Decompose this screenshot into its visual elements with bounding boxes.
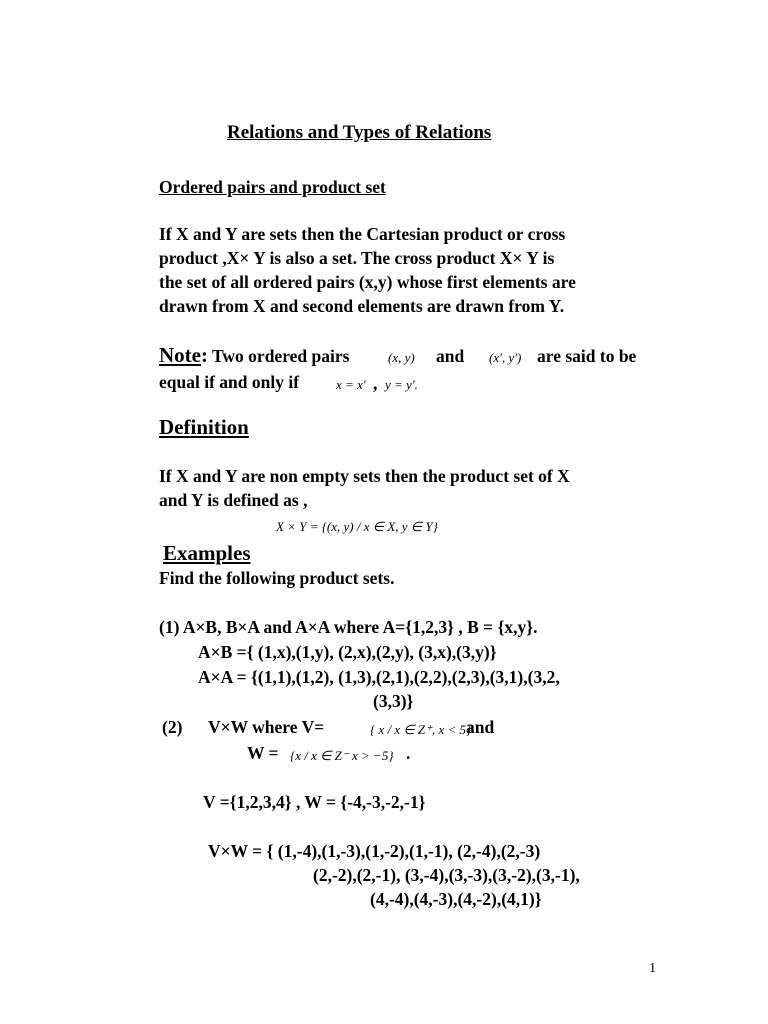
example-line: V×W = { (1,-4),(1,-3),(1,-2),(1,-1), (2,-4),(2,-3)	[208, 841, 541, 861]
paragraph-line: drawn from X and second elements are drawn from Y.	[159, 296, 565, 316]
example-line: V ={1,2,3,4} , W = {-4,-3,-2,-1}	[203, 792, 426, 812]
note-label: Note	[159, 343, 201, 367]
page-number: 1	[649, 961, 656, 976]
paragraph-line: the set of all ordered pairs (x,y) whose first elements are	[159, 272, 576, 292]
condition-y: y = y′.	[385, 377, 418, 392]
example-line: (3,3)}	[373, 691, 414, 711]
example-text: V×W where V=	[208, 717, 325, 737]
paragraph-line: product ,X× Y is also a set. The cross product X× Y is	[159, 248, 555, 268]
condition-comma: ,	[373, 373, 378, 393]
pair-xy: (x, y)	[388, 350, 415, 365]
example-line: (1) A×B, B×A and A×A where A={1,2,3} , B = {x,y}.	[159, 617, 538, 637]
paragraph-line: If X and Y are sets then the Cartesian product or cross	[159, 224, 566, 244]
example-line: (4,-4),(4,-3),(4,-2),(4,1)}	[370, 889, 542, 909]
section-heading-ordered-pairs: Ordered pairs and product set	[159, 177, 386, 197]
set-w: {x / x ∈ Z⁻ x > −5}	[290, 748, 394, 763]
w-dot: .	[406, 743, 411, 763]
examples-heading: Examples	[163, 541, 251, 565]
definition-line: and Y is defined as ,	[159, 490, 308, 510]
set-v: { x / x ∈ Z⁺, x < 5}	[370, 722, 472, 737]
note-line-2: equal if and only if	[159, 372, 300, 392]
note-text-2: are said to be	[537, 346, 637, 366]
example-and: and	[466, 717, 495, 737]
note-text: Two ordered pairs	[207, 346, 350, 366]
example-line: A×B ={ (1,x),(1,y), (2,x),(2,y), (3,x),(3,y)}	[198, 642, 497, 662]
pair-xprime-yprime: (x′, y′)	[489, 350, 522, 365]
example-line: A×A = {(1,1),(1,2), (1,3),(2,1),(2,2),(2,3),(3,1),(3,2,	[198, 667, 560, 687]
definition-line: If X and Y are non empty sets then the product set of X	[159, 466, 570, 486]
note-and: and	[436, 346, 465, 366]
example-number: (2)	[162, 717, 183, 737]
product-set-formula: X × Y = {(x, y) / x ∈ X, y ∈ Y}	[276, 519, 438, 534]
examples-intro: Find the following product sets.	[159, 568, 395, 588]
w-label: W =	[247, 743, 279, 763]
example-line: (2,-2),(2,-1), (3,-4),(3,-3),(3,-2),(3,-1),	[313, 865, 580, 885]
note-colon: :	[200, 343, 208, 367]
condition-x: x = x′	[336, 377, 366, 392]
definition-heading: Definition	[159, 415, 249, 439]
page-title: Relations and Types of Relations	[227, 122, 492, 143]
